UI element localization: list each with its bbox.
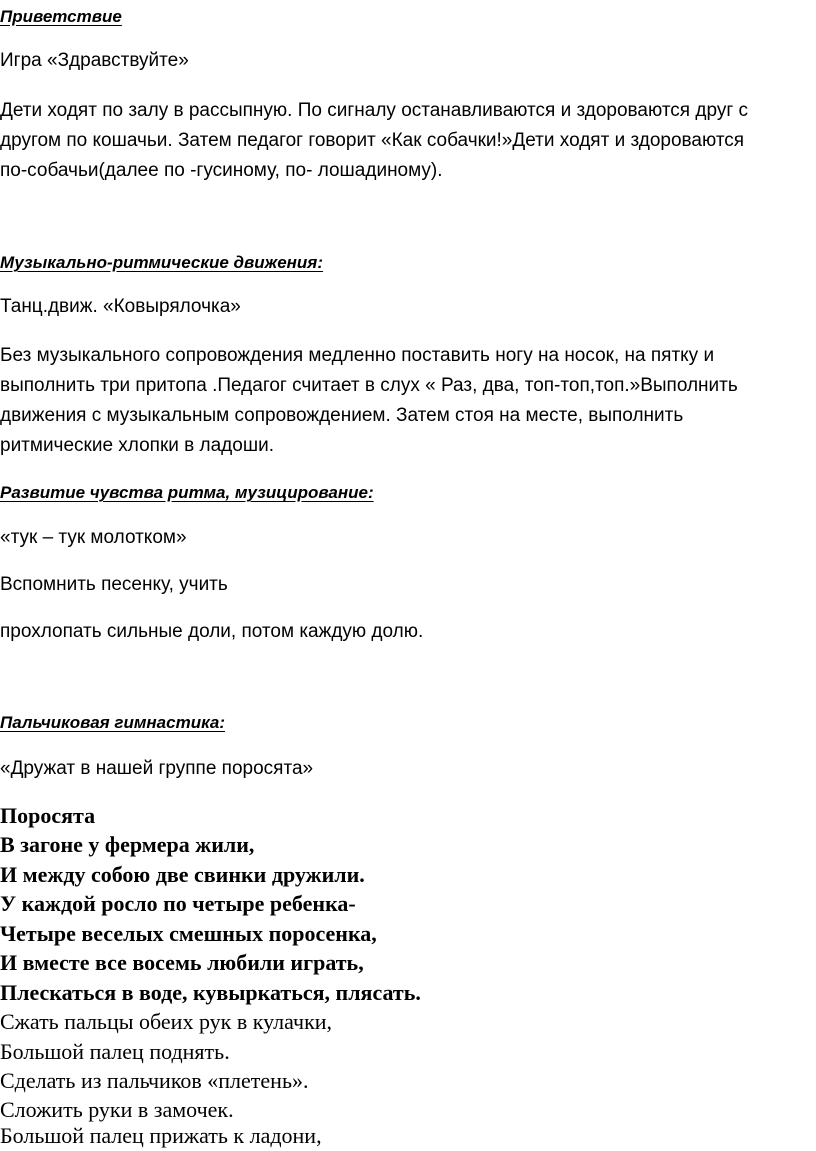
paragraph-line: движения с музыкальным сопровождением. Затем стоя на месте, выполнить <box>0 405 684 426</box>
paragraph-line: по-собачьи(далее по -гусиному, по- лошадиному). <box>0 160 443 181</box>
text-line: прохлопать сильные доли, потом каждую долю. <box>0 621 424 642</box>
paragraph-line: ритмические хлопки в ладоши. <box>0 435 274 456</box>
instruction-line: Сделать из пальчиков «плетень». <box>0 1068 309 1093</box>
paragraph-line: Дети ходят по залу в рассыпную. По сигналу останавливаются и здороваются друг с <box>0 100 749 121</box>
finger-game-title: «Дружат в нашей группе поросята» <box>0 758 314 779</box>
paragraph-line: выполнить три притопа .Педагог считает в слух « Раз, два, топ-топ,топ.»Выполнить <box>0 375 738 396</box>
section-heading-rhythm-sense: Развитие чувства ритма, музицирование: <box>0 483 374 502</box>
section-heading-music-rhythm: Музыкально-ритмические движения: <box>0 253 323 272</box>
poem-line: Плескаться в воде, кувыркаться, плясать. <box>0 980 421 1005</box>
instruction-line: Сложить руки в замочек. <box>0 1097 234 1122</box>
paragraph-line: другом по кошачьи. Затем педагог говорит «Как собачки!»Дети ходят и здороваются <box>0 130 745 151</box>
dance-title: Танц.движ. «Ковырялочка» <box>0 296 241 317</box>
instruction-line: Большой палец поднять. <box>0 1039 230 1064</box>
poem-line: Четыре веселых смешных поросенка, <box>0 921 377 946</box>
poem-line: В загоне у фермера жили, <box>0 832 255 857</box>
poem-line: Поросята <box>0 803 96 828</box>
section-heading-greeting: Приветствие <box>0 7 122 26</box>
poem-line: И между собою две свинки дружили. <box>0 862 365 887</box>
paragraph-line: Без музыкального сопровождения медленно поставить ногу на носок, на пятку и <box>0 345 715 366</box>
section-heading-finger-gym: Пальчиковая гимнастика: <box>0 713 226 732</box>
song-title: «тук – тук молотком» <box>0 527 187 548</box>
game-title-hello: Игра «Здравствуйте» <box>0 50 189 71</box>
poem-line: У каждой росло по четыре ребенка- <box>0 891 356 916</box>
instruction-line: Большой палец прижать к ладони, <box>0 1123 322 1148</box>
text-line: Вспомнить песенку, учить <box>0 574 228 595</box>
poem-line: И вместе все восемь любили играть, <box>0 950 364 975</box>
instruction-line: Сжать пальцы обеих рук в кулачки, <box>0 1009 333 1034</box>
